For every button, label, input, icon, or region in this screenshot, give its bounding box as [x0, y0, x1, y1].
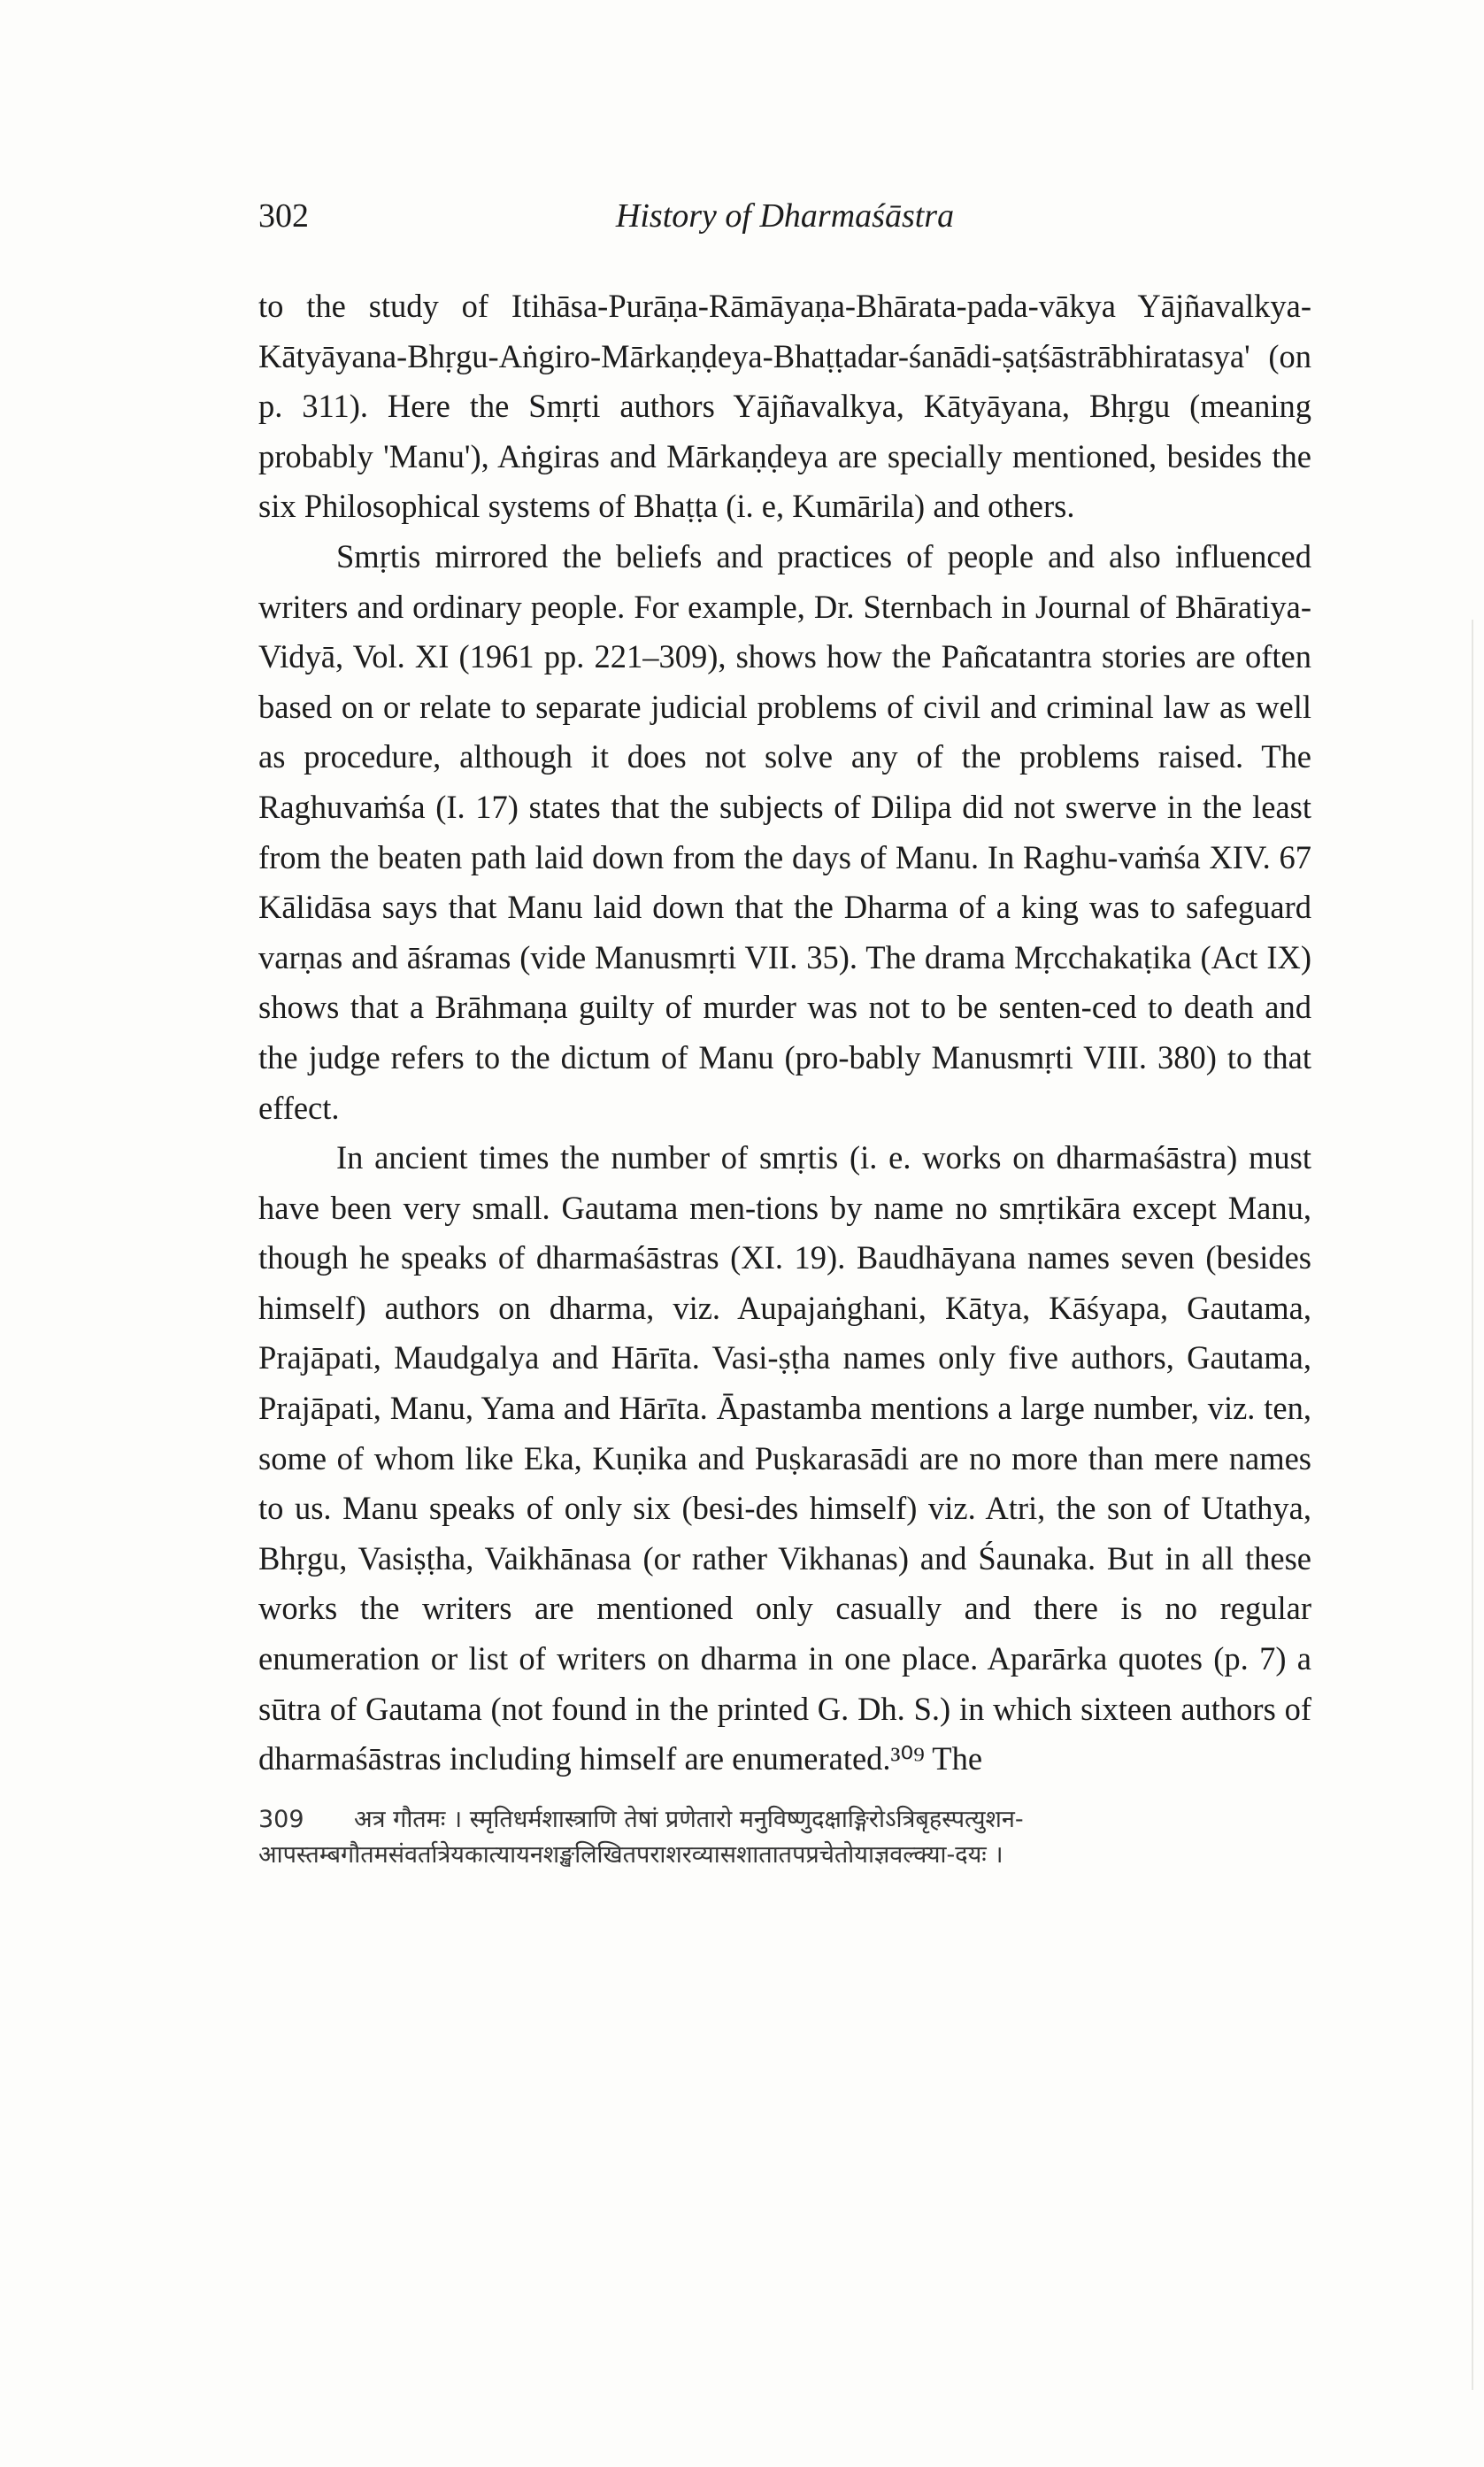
running-title: History of Dharmaśāstra	[615, 197, 955, 235]
body-text	[258, 281, 1311, 1785]
footnote-text: अत्र गौतमः । स्मृतिधर्मशास्त्राणि तेषां प्रणेतारो मनुविष्णुदक्षाङ्गिरोऽत्रिबृहस्पत्युशन-आपस्तम्बगौतमसंवर्तात्रेयकात्यायनशङ्खलिखितपराशरव्यासशातातपप्रचेतोयाज्ञवल्क्या-दयः ।	[258, 1806, 1024, 1869]
paragraph-1: to the study of Itihāsa-Purāṇa-Rāmāyaṇa-Bhārata-pada-vākya Yājñavalkya-Kātyāyana-Bhṛgu-Aṅgiro-Mārkaṇḍeya-Bhaṭṭadar-śanādi-ṣaṭśāstrābhiratasya' (on p. 311). Here the Smṛti authors Yājñavalkya, Kātyāyana, Bhṛgu (meaning probably 'Manu'), Aṅgiras and Mārkaṇḍeya are specially mentioned, besides the six Philosophical systems of Bhaṭṭa (i. e, Kumārila) and others.	[258, 288, 1311, 525]
footnote	[258, 1802, 1311, 1873]
page-number: 302	[258, 197, 309, 235]
paragraph-3: In ancient times the number of smṛtis (i. e. works on dharmaśāstra) must have been very small. Gautama men-tions by name no smṛtikāra except Manu, though he speaks of dharmaśāstras (XI. 19). Baudhāyana names seven (besides himself) authors on dharma, viz. Aupajaṅghani, Kātya, Kāśyapa, Gautama, Prajāpati, Maudgalya and Hārīta. Vasi-ṣṭha names only five authors, Gautama, Prajāpati, Manu, Yama and Hārīta. Āpastamba mentions a large number, viz. ten, some of whom like Eka, Kuṇika and Puṣkarasādi are no more than mere names to us. Manu speaks of only six (besi-des himself) viz. Atri, the son of Utathya, Bhṛgu, Vasiṣṭha, Vaikhānasa (or rather Vikhanas) and Śaunaka. But in all these works the writers are mentioned only casually and there is no regular enumeration or list of writers on dharma in one place. Aparārka quotes (p. 7) a sūtra of Gautama (not found in the printed G. Dh. S.) in which sixteen authors of dharmaśāstras including himself are enumerated.³⁰⁹ The	[258, 1139, 1311, 1777]
page-edge-shadow	[1472, 620, 1473, 2390]
footnote-number: 309	[258, 1806, 304, 1833]
paragraph-2: Smṛtis mirrored the beliefs and practices of people and also influenced writers and ordinary people. For example, Dr. Sternbach in Journal of Bhāratiya-Vidyā, Vol. XI (1961 pp. 221–309), shows how the Pañcatantra stories are often based on or relate to separate judicial problems of civil and criminal law as well as procedure, although it does not solve any of the problems raised. The Raghuvaṁśa (I. 17) states that the subjects of Dilipa did not swerve in the least from the beaten path laid down from the days of Manu. In Raghu-vaṁśa XIV. 67 Kālidāsa says that Manu laid down that the Dharma of a king was to safeguard varṇas and āśramas (vide Manusmṛti VII. 35). The drama Mṛcchakaṭika (Act IX) shows that a Brāhmaṇa guilty of murder was not to be senten-ced to death and the judge refers to the dictum of Manu (pro-bably Manusmṛti VIII. 380) to that effect.	[258, 537, 1311, 1126]
page-header	[258, 197, 1311, 250]
